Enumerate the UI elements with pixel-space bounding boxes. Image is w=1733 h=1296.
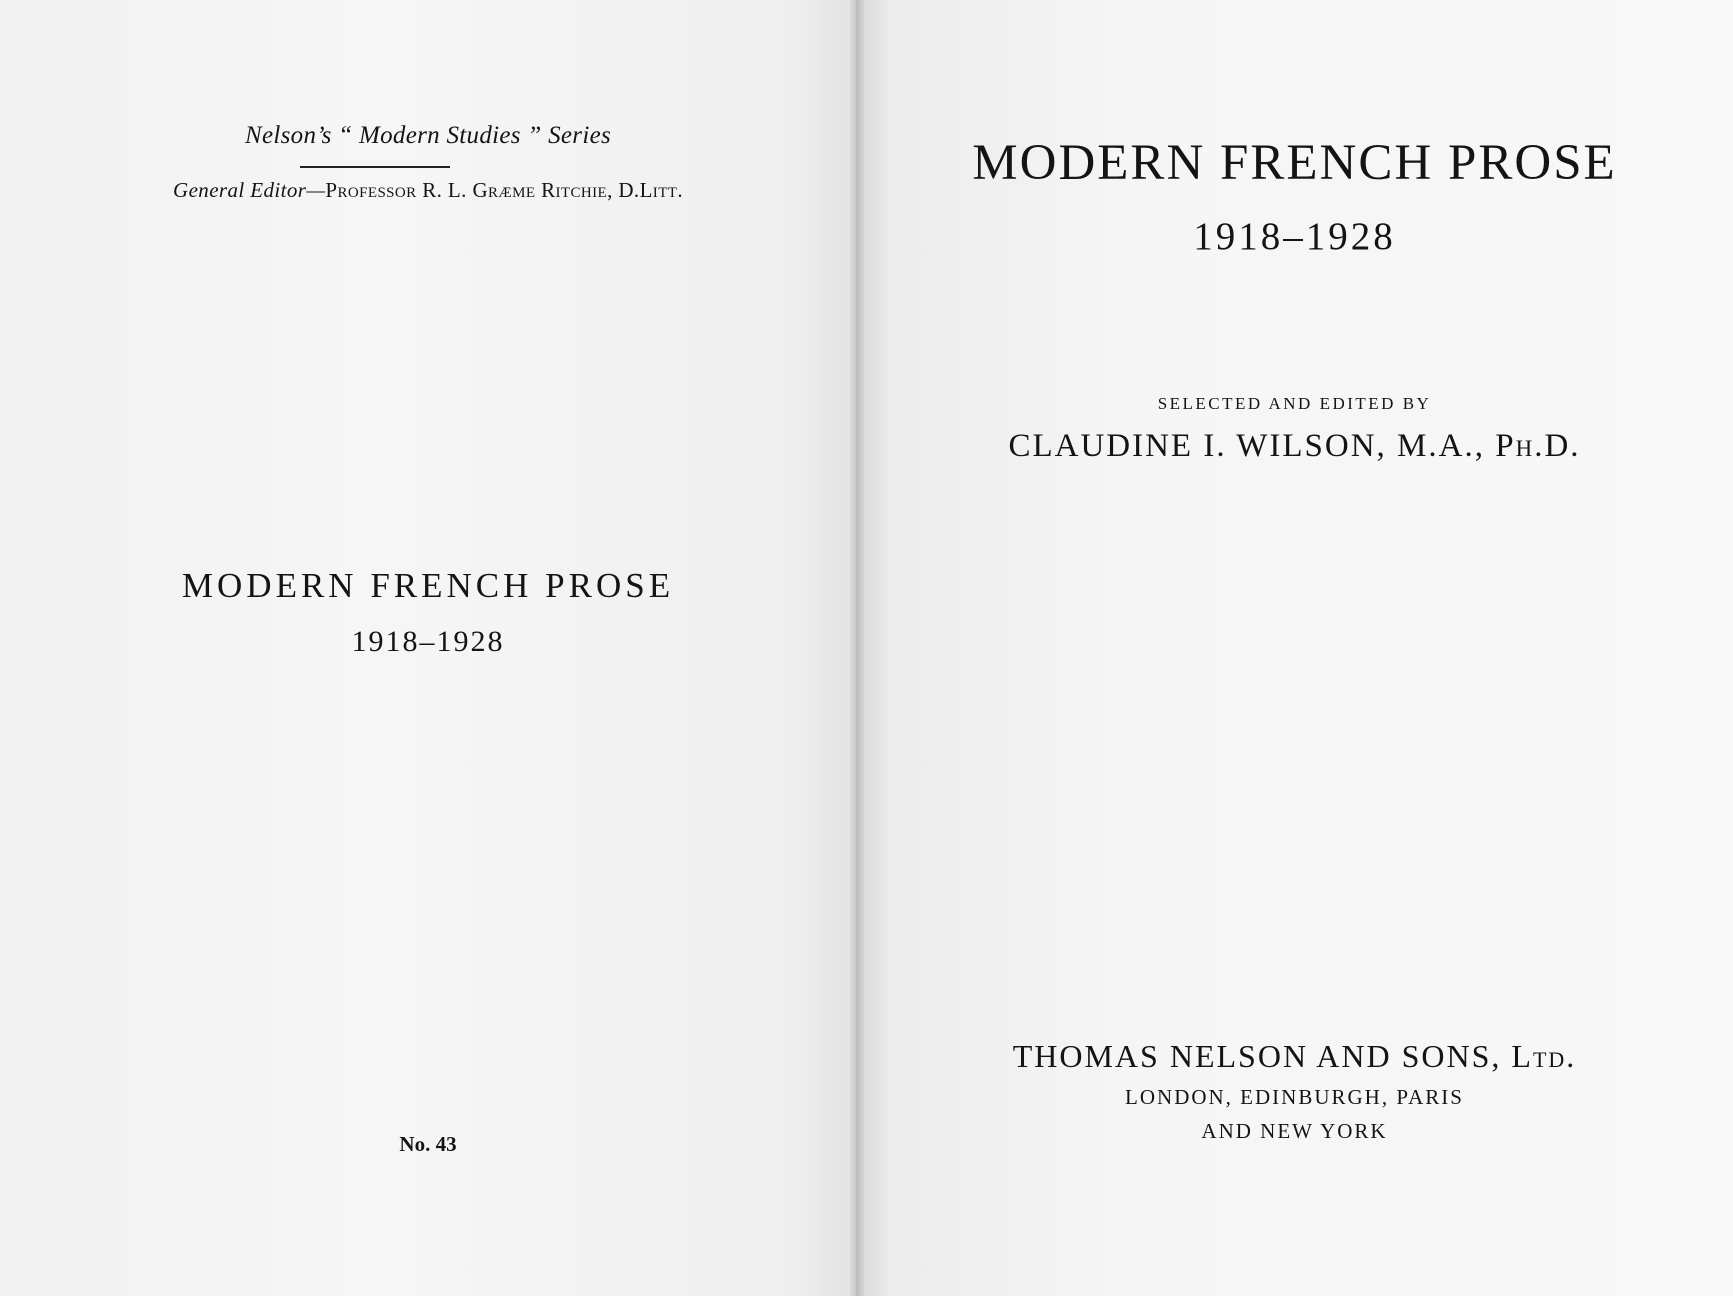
title-page: [856, 0, 1733, 1296]
half-title: MODERN FRENCH PROSE: [181, 566, 675, 605]
publisher-name: [856, 1038, 1733, 1075]
volume-number: No. 43: [399, 1132, 457, 1156]
half-title-page: [0, 0, 856, 1296]
publisher-suffix: Ltd.: [1511, 1038, 1577, 1074]
general-editor-name: Professor R. L. Græme Ritchie, D.Litt.: [325, 178, 683, 202]
editor-name-main: CLAUDINE I. WILSON, M.A.,: [1008, 428, 1496, 464]
general-editor-label: General Editor—: [173, 178, 326, 202]
series-title: Nelson’s “ Modern Studies ” Series: [245, 122, 611, 149]
publisher-cities-line2: AND NEW YORK: [1201, 1119, 1388, 1143]
selected-by-label: SELECTED AND EDITED BY: [1157, 394, 1432, 413]
half-title-years: 1918–1928: [351, 625, 505, 658]
publisher-main: THOMAS NELSON AND SONS,: [1012, 1038, 1512, 1074]
general-editor-line: [0, 178, 856, 203]
book-gutter: [850, 0, 864, 1296]
main-title: MODERN FRENCH PROSE: [972, 135, 1617, 191]
series-divider: [300, 166, 450, 168]
publisher-cities-line1: LONDON, EDINBURGH, PARIS: [1125, 1085, 1464, 1109]
editor-name: [856, 428, 1733, 465]
main-title-years: 1918–1928: [1193, 215, 1396, 258]
editor-degree: Ph.D.: [1495, 428, 1581, 464]
